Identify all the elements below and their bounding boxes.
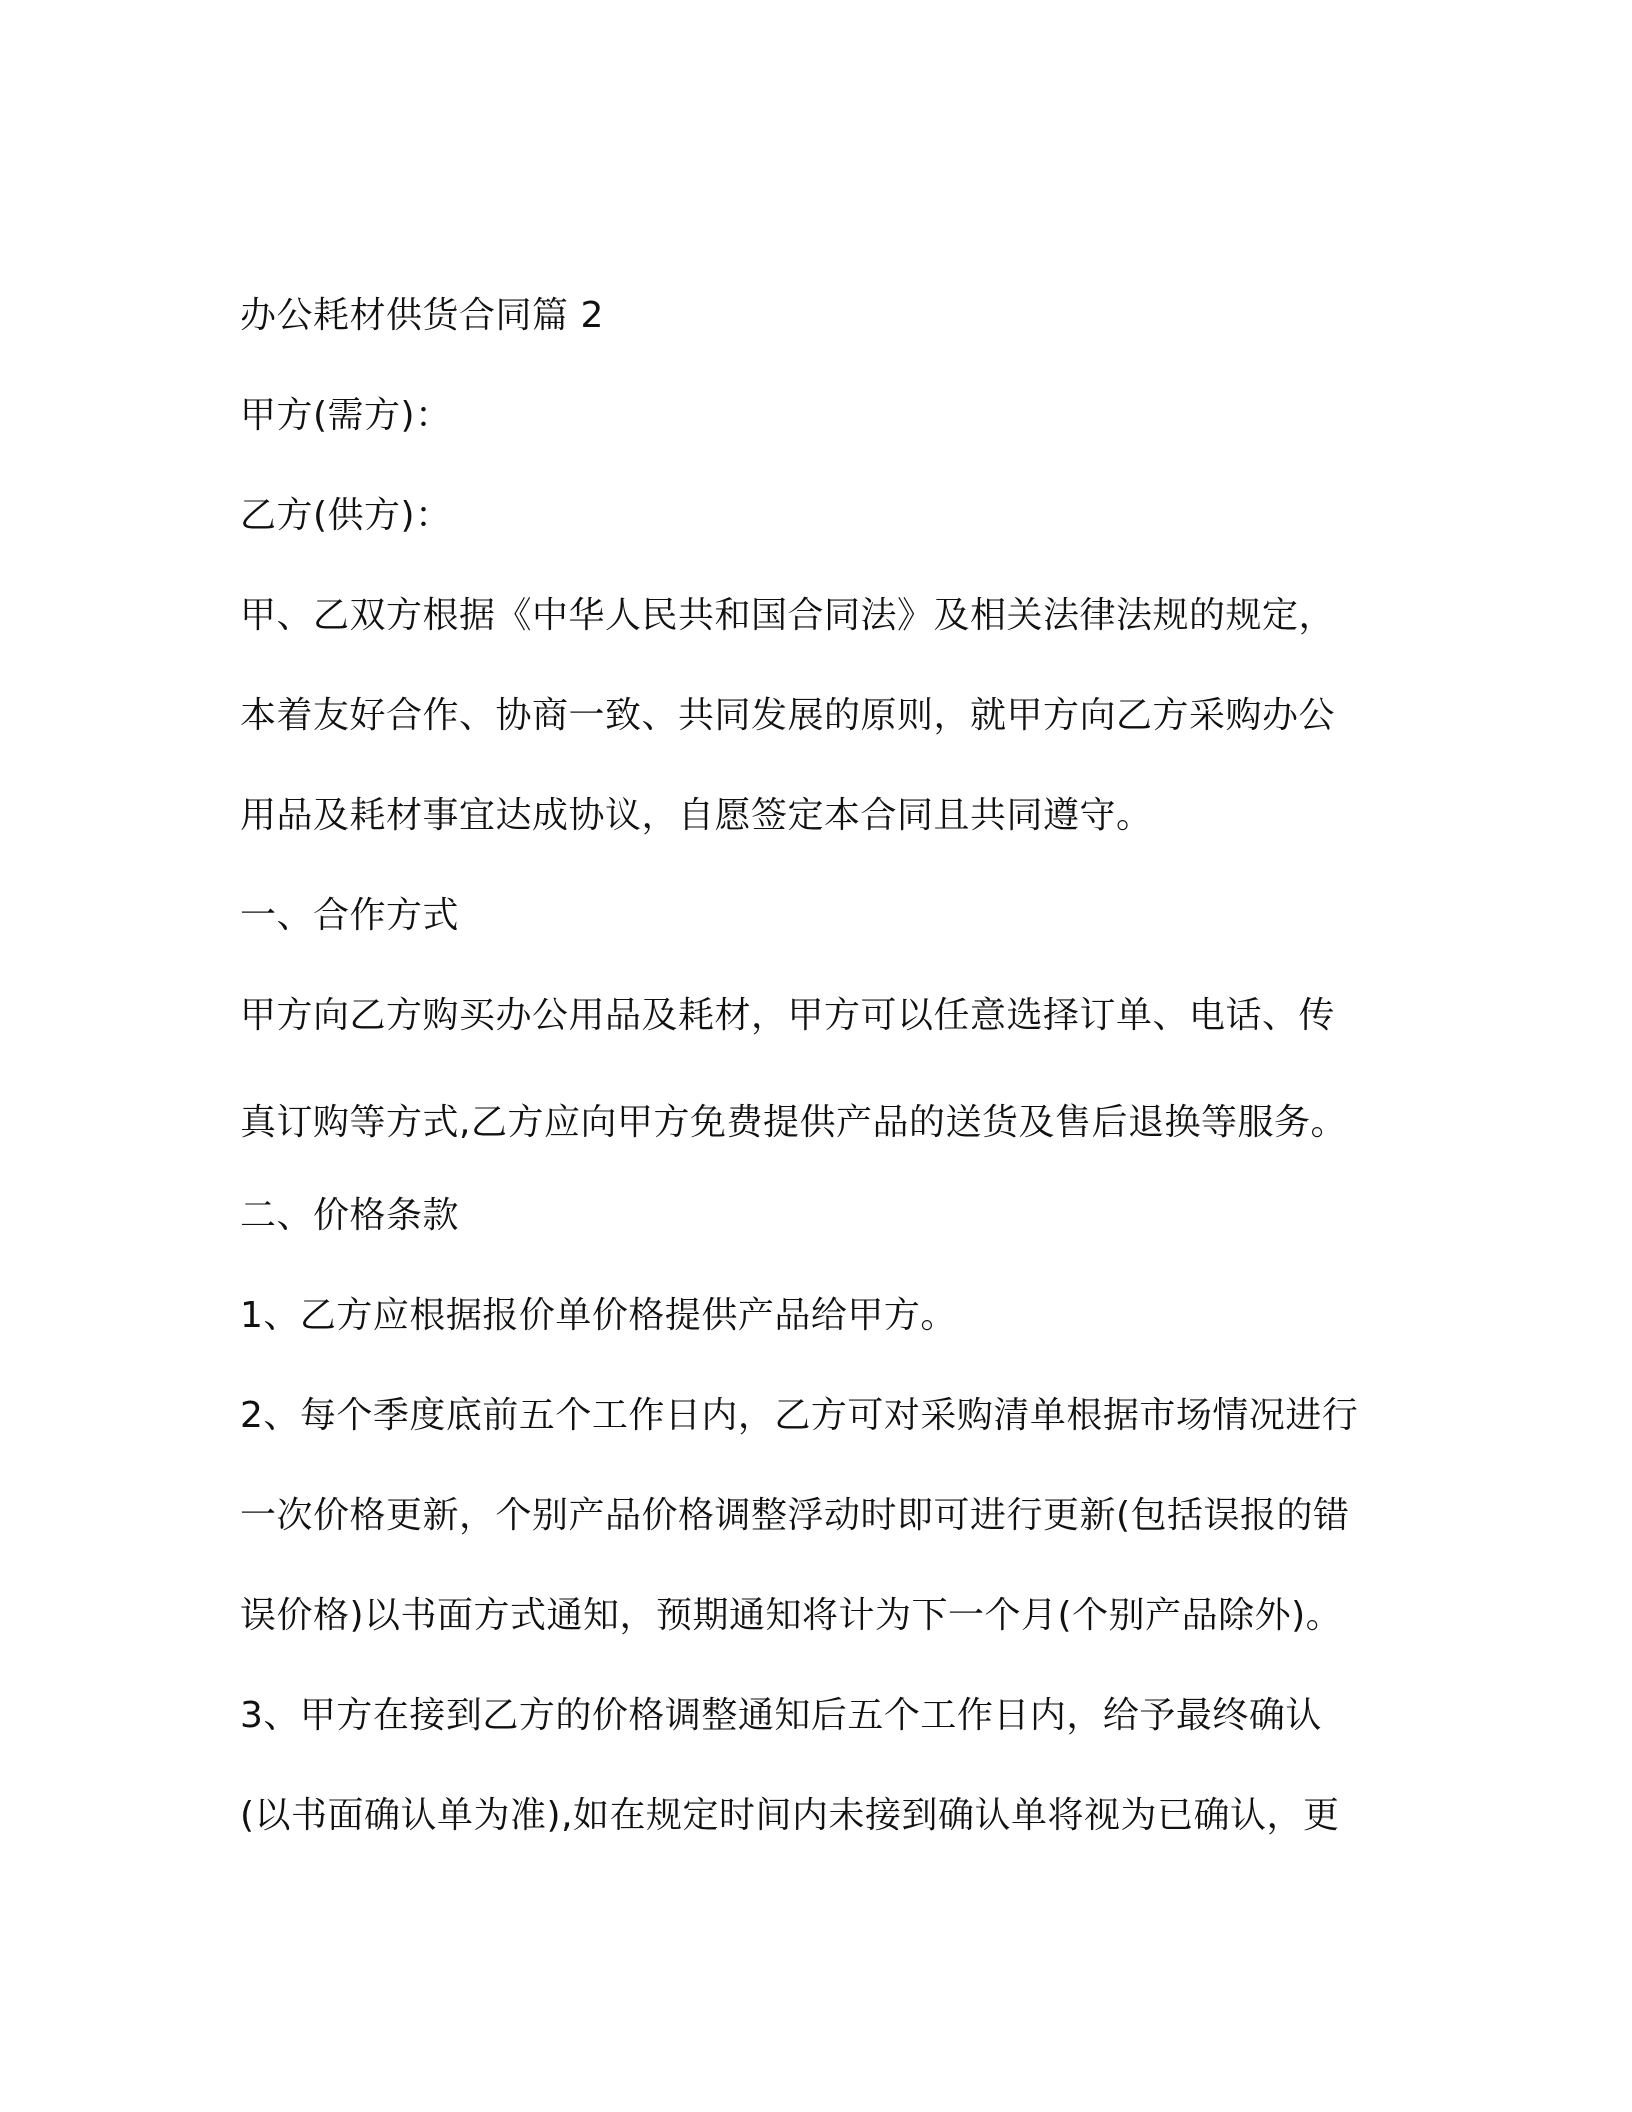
body-line: 本着友好合作、协商一致、共同发展的原则，就甲方向乙方采购办公 [240, 695, 1336, 736]
clause-line: 1、乙方应根据报价单价格提供产品给甲方。 [240, 1295, 957, 1336]
body-line: 甲方向乙方购买办公用品及耗材，甲方可以任意选择订单、电话、传 [240, 995, 1336, 1036]
body-line: 用品及耗材事宜达成协议，自愿签定本合同且共同遵守。 [240, 795, 1153, 836]
party-b-line: 乙方(供方)： [240, 495, 452, 536]
section-heading: 一、合作方式 [240, 895, 460, 936]
clause-line: 3、甲方在接到乙方的价格调整通知后五个工作日内，给予最终确认 [240, 1695, 1322, 1736]
clause-line: 2、每个季度底前五个工作日内，乙方可对采购清单根据市场情况进行 [240, 1395, 1359, 1436]
body-line: 真订购等方式,乙方应向甲方免费提供产品的送货及售后退换等服务。 [240, 1102, 1347, 1143]
party-a-line: 甲方(需方)： [240, 395, 452, 436]
document-title: 办公耗材供货合同篇 2 [240, 295, 604, 336]
body-line: 甲、乙双方根据《中华人民共和国合同法》及相关法律法规的规定， [240, 595, 1336, 636]
clause-line: 一次价格更新，个别产品价格调整浮动时即可进行更新(包括误报的错 [240, 1495, 1350, 1536]
clause-line: (以书面确认单为准),如在规定时间内未接到确认单将视为已确认，更 [240, 1795, 1340, 1836]
clause-line: 误价格)以书面方式通知，预期通知将计为下一个月(个别产品除外)。 [240, 1595, 1343, 1636]
section-heading: 二、价格条款 [240, 1195, 460, 1236]
